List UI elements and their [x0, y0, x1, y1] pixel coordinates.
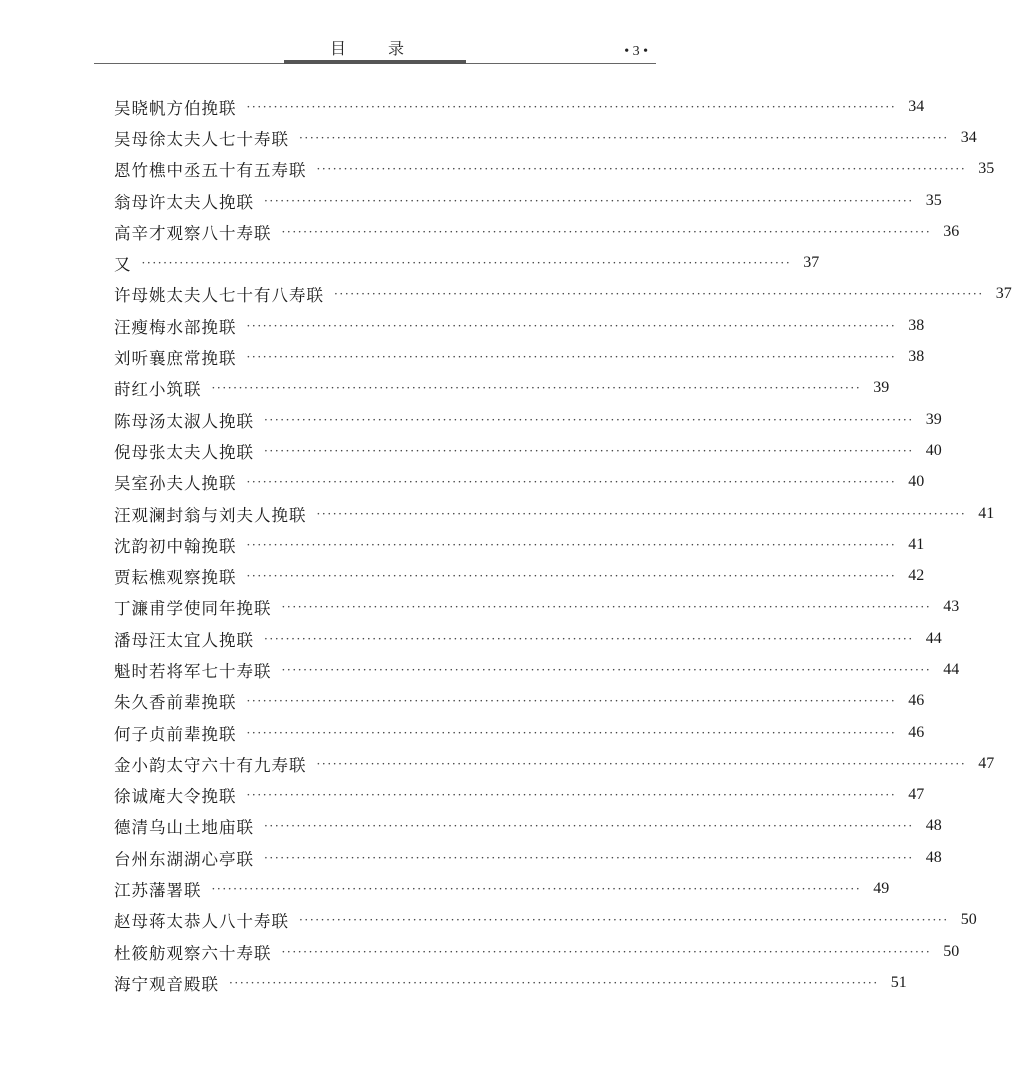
- toc-leader-dots: ························································································································: [334, 287, 984, 302]
- toc-entry-page: 50: [943, 942, 960, 960]
- toc-entry-title: 贾耘樵观察挽联: [114, 568, 237, 588]
- toc-entry-page: 48: [925, 817, 942, 835]
- header-rule-accent: [284, 60, 466, 64]
- toc-entry-title: 吴室孙夫人挽联: [114, 474, 237, 494]
- toc-entry-page: 39: [873, 379, 890, 397]
- toc-entry[interactable]: [114, 780, 925, 811]
- toc-entry[interactable]: [114, 842, 942, 873]
- toc-entry-page: 48: [925, 848, 942, 866]
- toc-entry-title: 朱久香前辈挽联: [114, 693, 237, 713]
- toc-entry-title: 刘听襄庶常挽联: [114, 349, 237, 369]
- toc-entry[interactable]: [114, 341, 925, 372]
- toc-entry-title: 魁时若将军七十寿联: [114, 661, 272, 681]
- toc-entry-title: 丁濂甫学使同年挽联: [114, 599, 272, 619]
- toc-entry-title: 又: [114, 255, 132, 275]
- toc-entry-title: 徐诚庵大令挽联: [114, 787, 237, 807]
- toc-leader-dots: ························································································································: [246, 99, 897, 114]
- toc-leader-dots: ························································································································: [211, 381, 862, 396]
- toc-leader-dots: ························································································································: [316, 162, 967, 177]
- toc-entry[interactable]: [114, 560, 925, 591]
- toc-entry[interactable]: [114, 967, 907, 998]
- toc-entry[interactable]: [114, 279, 1012, 310]
- toc-entry[interactable]: [114, 717, 925, 748]
- toc-leader-dots: ························································································································: [264, 819, 914, 834]
- section-title: [330, 36, 404, 59]
- toc-entry-title: 翁母许太夫人挽联: [114, 192, 254, 212]
- toc-entry-page: 47: [908, 786, 925, 804]
- toc-entry-title: 台州东湖湖心亭联: [114, 849, 254, 869]
- toc-entry-page: 50: [960, 911, 977, 929]
- toc-leader-dots: ························································································································: [281, 224, 932, 239]
- toc-leader-dots: ························································································································: [264, 193, 914, 208]
- toc-entry-title: 莳红小筑联: [114, 380, 202, 400]
- toc-entry[interactable]: [114, 686, 925, 717]
- toc-leader-dots: ························································································································: [264, 443, 914, 458]
- toc-entry-title: 何子贞前辈挽联: [114, 724, 237, 744]
- toc-entry-title: 德清乌山土地庙联: [114, 818, 254, 838]
- toc-entry-page: 34: [908, 97, 925, 115]
- toc-entry-title: 沈韵初中翰挽联: [114, 536, 237, 556]
- toc-leader-dots: ························································································································: [229, 975, 879, 990]
- toc-leader-dots: ························································································································: [211, 882, 862, 897]
- toc-entry-page: 37: [995, 285, 1012, 303]
- toc-leader-dots: ························································································································: [281, 662, 932, 677]
- toc-leader-dots: ························································································································: [264, 412, 914, 427]
- toc-entry[interactable]: [114, 467, 925, 498]
- toc-entry[interactable]: [114, 373, 890, 404]
- toc-entry[interactable]: [114, 216, 960, 247]
- toc-leader-dots: ························································································································: [141, 256, 792, 271]
- toc-entry-page: 40: [925, 441, 942, 459]
- toc-leader-dots: ························································································································: [316, 506, 967, 521]
- toc-entry-page: 39: [925, 410, 942, 428]
- toc-entry[interactable]: [114, 529, 925, 560]
- toc-entry-title: 许母姚太夫人七十有八寿联: [114, 286, 324, 306]
- toc-entry-page: 38: [908, 316, 925, 334]
- toc-leader-dots: ························································································································: [246, 788, 897, 803]
- toc-entry-title: 吴晓帆方伯挽联: [114, 98, 237, 118]
- toc-entry[interactable]: [114, 748, 995, 779]
- toc-entry-page: 37: [803, 254, 820, 272]
- toc-leader-dots: ························································································································: [264, 850, 914, 865]
- toc-entry-page: 42: [908, 567, 925, 585]
- toc-entry-title: 吴母徐太夫人七十寿联: [114, 129, 289, 149]
- toc-leader-dots: ························································································································: [246, 694, 897, 709]
- toc-entry-title: 倪母张太夫人挽联: [114, 442, 254, 462]
- toc-entry-title: 赵母蒋太恭人八十寿联: [114, 912, 289, 932]
- toc-entry[interactable]: [114, 310, 925, 341]
- section-title-char-2: 录: [388, 39, 405, 58]
- toc-entry-title: 恩竹樵中丞五十有五寿联: [114, 161, 307, 181]
- toc-leader-dots: ························································································································: [246, 350, 897, 365]
- toc-entry-page: 49: [873, 880, 890, 898]
- toc-entry[interactable]: [114, 623, 942, 654]
- toc-leader-dots: ························································································································: [281, 944, 932, 959]
- toc-entry-title: 高辛才观察八十寿联: [114, 223, 272, 243]
- toc-entry[interactable]: [114, 811, 942, 842]
- toc-entry-page: 36: [943, 222, 960, 240]
- toc-entry[interactable]: [114, 592, 960, 623]
- toc-leader-dots: ························································································································: [246, 725, 897, 740]
- toc-entry-page: 38: [908, 348, 925, 366]
- toc-entry[interactable]: [114, 873, 890, 904]
- toc-entry-title: 江苏藩署联: [114, 881, 202, 901]
- toc-entry-title: 海宁观音殿联: [114, 974, 219, 994]
- section-title-char-1: 目: [330, 39, 347, 58]
- toc-entry-page: 35: [978, 160, 995, 178]
- toc-entry-page: 47: [978, 754, 995, 772]
- toc-entry[interactable]: [114, 435, 942, 466]
- toc-entry[interactable]: [114, 936, 960, 967]
- toc-leader-dots: ························································································································: [246, 537, 897, 552]
- toc-entry-title: 陈母汤太淑人挽联: [114, 411, 254, 431]
- toc-entry-title: 金小韵太守六十有九寿联: [114, 755, 307, 775]
- toc-entry[interactable]: [114, 185, 942, 216]
- toc-entry-page: 43: [943, 598, 960, 616]
- toc-entry-page: 41: [978, 504, 995, 522]
- toc-entry-page: 35: [925, 191, 942, 209]
- toc-leader-dots: ························································································································: [299, 913, 949, 928]
- toc-leader-dots: ························································································································: [316, 756, 967, 771]
- toc-leader-dots: ························································································································: [246, 569, 897, 584]
- toc-entry[interactable]: [114, 905, 977, 936]
- toc-entry-title: 汪瘦梅水部挽联: [114, 317, 237, 337]
- toc-entry[interactable]: [114, 122, 977, 153]
- toc-entry-page: 34: [960, 128, 977, 146]
- toc-entry-page: 46: [908, 692, 925, 710]
- toc-entry[interactable]: [114, 498, 995, 529]
- toc-leader-dots: ························································································································: [281, 600, 932, 615]
- toc-entry[interactable]: [114, 404, 942, 435]
- toc-entry[interactable]: [114, 91, 925, 122]
- toc-entry-title: 潘母汪太宜人挽联: [114, 630, 254, 650]
- toc-leader-dots: ························································································································: [246, 318, 897, 333]
- page-header: [0, 0, 750, 70]
- toc-entry-page: 40: [908, 473, 925, 491]
- toc-entry[interactable]: [114, 247, 820, 278]
- toc-entry-page: 44: [943, 660, 960, 678]
- table-of-contents: [114, 91, 1012, 999]
- toc-leader-dots: ························································································································: [246, 475, 897, 490]
- toc-entry-page: 51: [890, 973, 907, 991]
- toc-entry-page: 44: [925, 629, 942, 647]
- toc-entry[interactable]: [114, 154, 995, 185]
- page-number: • 3 •: [624, 44, 648, 59]
- toc-leader-dots: ························································································································: [264, 631, 914, 646]
- toc-entry-title: 汪观澜封翁与刘夫人挽联: [114, 505, 307, 525]
- toc-entry-page: 41: [908, 535, 925, 553]
- toc-entry[interactable]: [114, 654, 960, 685]
- toc-leader-dots: ························································································································: [299, 130, 949, 145]
- toc-entry-page: 46: [908, 723, 925, 741]
- toc-entry-title: 杜筱舫观察六十寿联: [114, 943, 272, 963]
